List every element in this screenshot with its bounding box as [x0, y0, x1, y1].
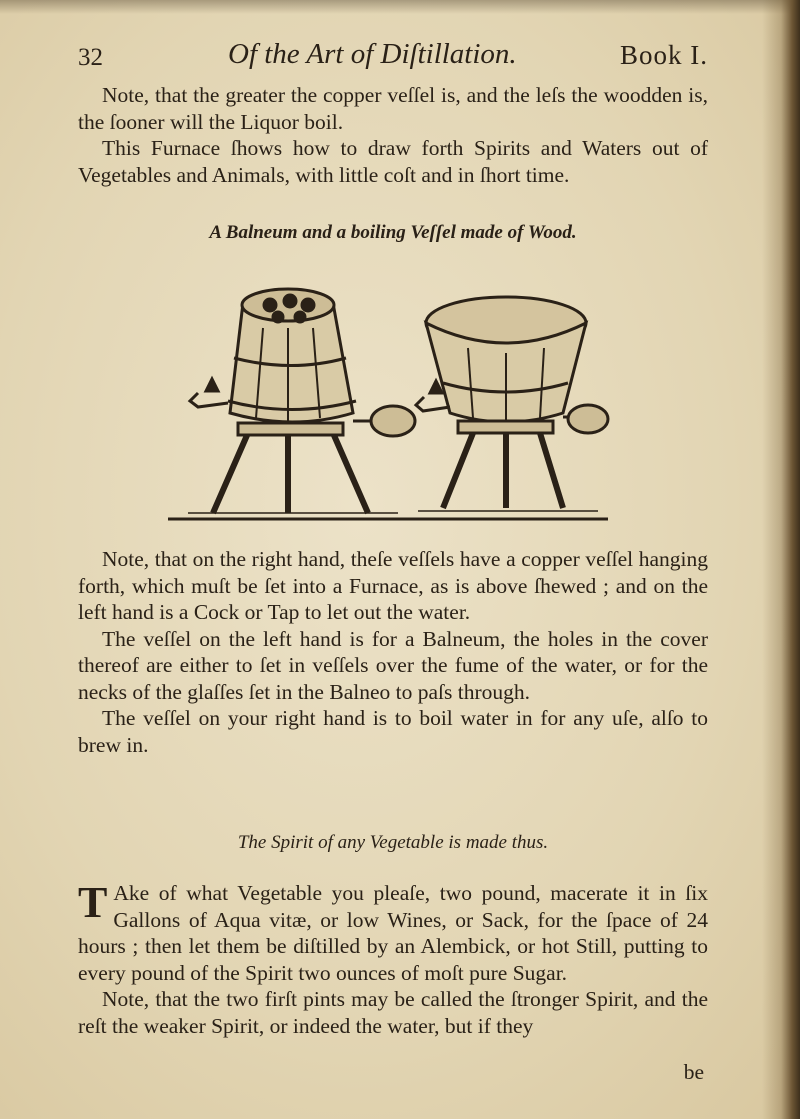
drop-cap: T [78, 878, 108, 927]
boiling-vessel-icon [416, 297, 608, 508]
balneum-vessel-icon [190, 289, 415, 513]
description-text [78, 546, 708, 758]
paragraph-pints: Note, that the two firſt pints may be called the ſtronger Spirit, and the reſt the weaker Spirit, or indeed the water, but if they [78, 987, 708, 1038]
page-number: 32 [78, 44, 103, 71]
paragraph-note-copper: Note, that the greater the copper veſſel is, and the leſs the woodden is, the ſooner will the Liquor boil. [78, 83, 708, 134]
running-title: Of the Art of Diſtillation. [228, 38, 517, 70]
book-label: Book I. [620, 40, 708, 70]
running-header [78, 36, 708, 80]
page-top-shadow [0, 0, 800, 14]
intro-text [78, 82, 708, 188]
section-heading: The Spirit of any Vegetable is made thus. [237, 832, 549, 853]
woodcut-figure [168, 283, 613, 528]
paragraph-recipe [78, 880, 708, 986]
book-gutter [762, 0, 800, 1119]
paragraph-balneum: The veſſel on the left hand is for a Balneum, the holes in the cover thereof are either to ſet in veſſels over the fume of the water, or for the necks of the glaſſes ſet in the Balneo to paſs through. [78, 626, 708, 704]
recipe-text [78, 880, 708, 1039]
paragraph-boil-water: The veſſel on your right hand is to boil water in for any uſe, alſo to brew in. [78, 706, 708, 757]
paragraph-right-hand: Note, that on the right hand, theſe veſſels have a copper veſſel hanging forth, which muſt be ſet into a Furnace, as is above ſhewed ; and on the left hand is a Cock or Tap to let out the water. [78, 547, 708, 624]
paragraph-furnace: This Furnace ſhows how to draw forth Spirits and Waters out of Vegetables and Animals, with little coſt and in ſhort time. [78, 136, 708, 187]
figure-caption: A Balneum and a boiling Veſſel made of Wood. [209, 222, 577, 243]
recipe-body: Ake of what Vegetable you pleaſe, two pound, macerate it in ſix Gallons of Aqua vitæ, or low Wines, or Sack, for the ſpace of 24 hours ; then let them be diſtilled by an Alembick, or hot Still, putting to every pound of the Spirit two ounces of moſt pure Sugar. [78, 881, 708, 985]
catchword: be [683, 1060, 704, 1084]
